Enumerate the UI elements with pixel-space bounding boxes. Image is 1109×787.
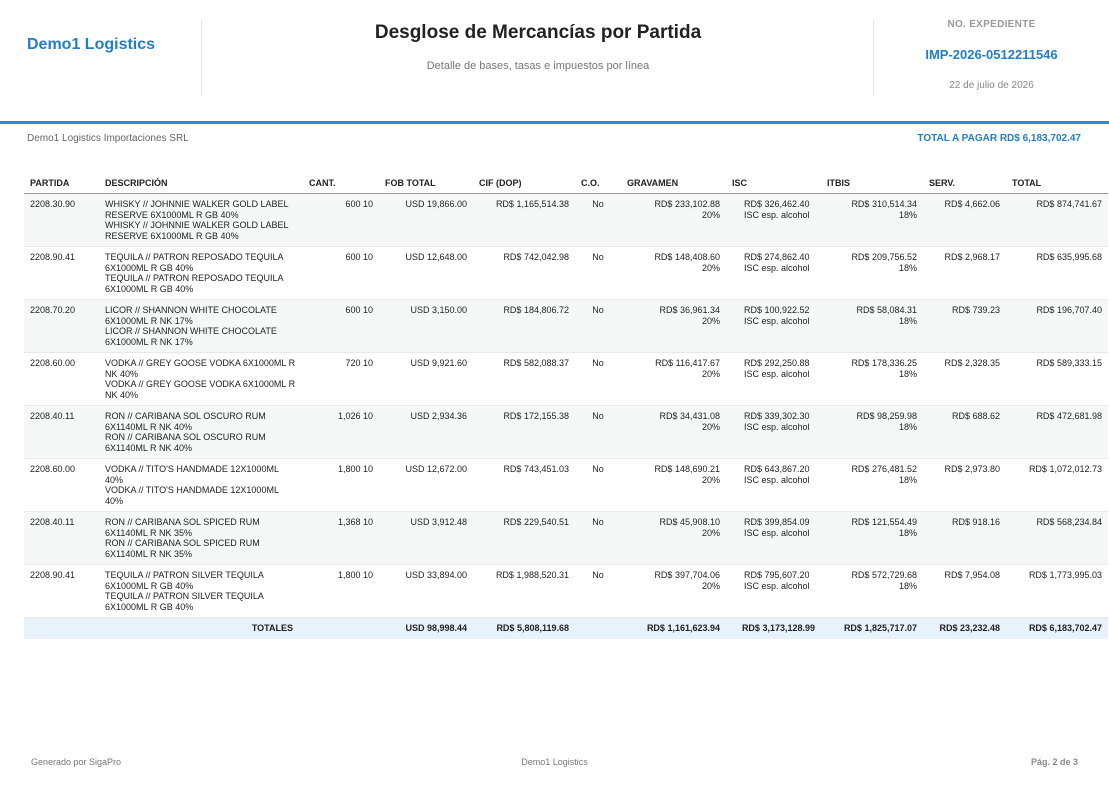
origin-cell bbox=[575, 565, 621, 618]
document-title: Desglose de Mercancías por Partida bbox=[374, 22, 702, 43]
itbis-cell-line: 18% bbox=[898, 474, 917, 485]
description-cell-line: TEQUILA // PATRON SILVER TEQUILA bbox=[105, 570, 264, 580]
document-date: 22 de julio de 2026 bbox=[949, 80, 1034, 91]
isc-cell-line: ISC esp. alcohol bbox=[744, 474, 810, 485]
isc-cell-line: ISC esp. alcohol bbox=[744, 262, 810, 273]
gravamen-cell-line: RD$ 148,408.60 bbox=[654, 252, 720, 262]
itbis-cell-line: 18% bbox=[898, 368, 917, 379]
description-cell-line: TEQUILA // PATRON REPOSADO TEQUILA bbox=[105, 252, 284, 262]
partida-cell-line: 2208.60.00 bbox=[30, 358, 76, 368]
gravamen-cell bbox=[621, 194, 726, 247]
isc-cell-line: RD$ 339,302.30 bbox=[744, 411, 810, 421]
table-row bbox=[24, 565, 1108, 618]
isc-cell-line: ISC esp. alcohol bbox=[744, 421, 810, 432]
fob-cell-line: USD 3,150.00 bbox=[410, 305, 467, 315]
service-cell-line: RD$ 2,328.35 bbox=[944, 358, 1000, 368]
gravamen-cell-line: RD$ 116,417.67 bbox=[655, 358, 720, 368]
itbis-cell-line: RD$ 572,729.68 bbox=[851, 570, 917, 580]
isc-cell-line: ISC esp. alcohol bbox=[744, 527, 810, 538]
quantity-cell bbox=[303, 300, 379, 353]
gravamen-cell-line: RD$ 45,908.10 bbox=[659, 517, 720, 527]
partida-cell bbox=[24, 194, 99, 247]
origin-cell bbox=[575, 406, 621, 459]
description-cell-line: TEQUILA // PATRON SILVER TEQUILA bbox=[105, 591, 264, 601]
isc-cell bbox=[726, 194, 821, 247]
column-header: ITBIS bbox=[821, 173, 923, 194]
quantity-cell-line: 600 10 bbox=[345, 199, 373, 209]
total-cell bbox=[1006, 247, 1108, 300]
partida-cell-line: 2208.30.90 bbox=[30, 199, 76, 209]
service-cell-line: RD$ 918.16 bbox=[951, 517, 1000, 527]
isc-cell-line: RD$ 292,250.88 bbox=[744, 358, 810, 368]
description-cell-line: 6X1140ML R NK 40% bbox=[105, 442, 193, 453]
origin-cell bbox=[575, 353, 621, 406]
total-to-pay: TOTAL A PAGAR RD$ 6,183,702.47 bbox=[917, 133, 1081, 144]
description-cell-line: 6X1000ML R GB 40% bbox=[105, 262, 194, 273]
isc-cell-line: ISC esp. alcohol bbox=[744, 209, 810, 220]
service-cell-line: RD$ 7,954.08 bbox=[944, 570, 1000, 580]
partida-cell-line: 2208.90.41 bbox=[30, 570, 76, 580]
gravamen-cell-line: 20% bbox=[701, 474, 720, 485]
cif-cell-line: RD$ 172,155.38 bbox=[503, 411, 569, 421]
header-rule bbox=[0, 121, 1109, 124]
description-cell-line: TEQUILA // PATRON REPOSADO TEQUILA bbox=[105, 273, 284, 283]
gravamen-cell-line: 20% bbox=[701, 368, 720, 379]
description-cell bbox=[99, 459, 303, 512]
gravamen-cell-line: 20% bbox=[701, 209, 720, 220]
itbis-cell-line: 18% bbox=[898, 262, 917, 273]
itbis-cell-line: 18% bbox=[898, 209, 917, 220]
cif-cell-line: RD$ 1,988,520.31 bbox=[495, 570, 569, 580]
gravamen-cell-line: 20% bbox=[701, 421, 720, 432]
description-cell-line: 6X1000ML R GB 40% bbox=[105, 580, 194, 591]
itbis-cell-line: 18% bbox=[898, 580, 917, 591]
gravamen-cell-line: 20% bbox=[701, 262, 720, 273]
isc-cell bbox=[726, 247, 821, 300]
total-cell-line: RD$ 1,072,012.73 bbox=[1028, 464, 1102, 474]
isc-cell-line: RD$ 643,867.20 bbox=[744, 464, 810, 474]
fob-cell-line: USD 12,672.00 bbox=[405, 464, 467, 474]
totals-row bbox=[24, 618, 1108, 639]
cif-cell bbox=[473, 194, 575, 247]
quantity-cell bbox=[303, 565, 379, 618]
total-cell-line: RD$ 568,234.84 bbox=[1036, 517, 1102, 527]
totals-cif: RD$ 5,808,119.68 bbox=[473, 618, 575, 639]
total-cell bbox=[1006, 353, 1108, 406]
description-cell bbox=[99, 406, 303, 459]
total-cell bbox=[1006, 459, 1108, 512]
gravamen-cell-line: 20% bbox=[701, 315, 720, 326]
description-cell-line: LICOR // SHANNON WHITE CHOCOLATE bbox=[105, 305, 277, 315]
document-header bbox=[0, 0, 1109, 122]
itbis-cell bbox=[821, 459, 923, 512]
totals-label: TOTALES bbox=[99, 618, 303, 639]
description-cell-line: RON // CARIBANA SOL OSCURO RUM bbox=[105, 432, 266, 442]
totals-fob: USD 98,998.44 bbox=[379, 618, 473, 639]
column-header: C.O. bbox=[575, 173, 621, 194]
service-cell bbox=[923, 353, 1006, 406]
isc-cell bbox=[726, 300, 821, 353]
table-row bbox=[24, 300, 1108, 353]
fob-cell-line: USD 33,894.00 bbox=[405, 570, 467, 580]
gravamen-cell-line: RD$ 397,704.06 bbox=[654, 570, 720, 580]
total-cell bbox=[1006, 406, 1108, 459]
fob-cell bbox=[379, 353, 473, 406]
column-header: CIF (DOP) bbox=[473, 173, 575, 194]
cif-cell-line: RD$ 582,088.37 bbox=[503, 358, 569, 368]
itbis-cell-line: RD$ 209,756.52 bbox=[851, 252, 917, 262]
partida-cell bbox=[24, 406, 99, 459]
partida-cell bbox=[24, 353, 99, 406]
total-cell-line: RD$ 472,681.98 bbox=[1036, 411, 1102, 421]
column-header: PARTIDA bbox=[24, 173, 99, 194]
description-cell-line: VODKA // TITO'S HANDMADE 12X1000ML 40% bbox=[105, 485, 279, 506]
isc-cell-line: RD$ 274,862.40 bbox=[744, 252, 810, 262]
cif-cell-line: RD$ 742,042.98 bbox=[503, 252, 569, 262]
service-cell bbox=[923, 512, 1006, 565]
isc-cell-line: RD$ 795,607.20 bbox=[744, 570, 810, 580]
description-cell-line: 6X1000ML R NK 17% bbox=[105, 336, 193, 347]
gravamen-cell-line: RD$ 233,102.88 bbox=[654, 199, 720, 209]
column-header: CANT. bbox=[303, 173, 379, 194]
service-cell-line: RD$ 4,662.06 bbox=[944, 199, 1000, 209]
service-cell bbox=[923, 565, 1006, 618]
column-header: DESCRIPCIÓN bbox=[99, 173, 303, 194]
column-header: TOTAL bbox=[1006, 173, 1108, 194]
total-cell bbox=[1006, 565, 1108, 618]
table-row bbox=[24, 512, 1108, 565]
totals-itbis: RD$ 1,825,717.07 bbox=[821, 618, 923, 639]
cif-cell bbox=[473, 353, 575, 406]
service-cell bbox=[923, 459, 1006, 512]
expediente-number: IMP-2026-0512211546 bbox=[925, 47, 1058, 62]
isc-cell-line: ISC esp. alcohol bbox=[744, 580, 810, 591]
itbis-cell-line: RD$ 310,514.34 bbox=[851, 199, 917, 209]
cif-cell bbox=[473, 406, 575, 459]
cif-cell-line: RD$ 229,540.51 bbox=[503, 517, 569, 527]
fob-cell bbox=[379, 194, 473, 247]
origin-cell bbox=[575, 247, 621, 300]
totals-isc: RD$ 3,173,128.99 bbox=[726, 618, 821, 639]
fob-cell bbox=[379, 406, 473, 459]
quantity-cell bbox=[303, 406, 379, 459]
isc-cell bbox=[726, 406, 821, 459]
description-cell-line: VODKA // GREY GOOSE VODKA 6X1000ML R bbox=[105, 358, 296, 368]
itbis-cell-line: RD$ 178,336.25 bbox=[851, 358, 917, 368]
itbis-cell bbox=[821, 247, 923, 300]
total-cell bbox=[1006, 512, 1108, 565]
gravamen-cell bbox=[621, 565, 726, 618]
cif-cell-line: RD$ 743,451.03 bbox=[503, 464, 569, 474]
service-cell-line: RD$ 2,973.80 bbox=[944, 464, 1000, 474]
isc-cell bbox=[726, 512, 821, 565]
brand-name: Demo1 Logistics bbox=[27, 36, 156, 53]
table-row bbox=[24, 247, 1108, 300]
totals-serv: RD$ 23,232.48 bbox=[923, 618, 1006, 639]
partida-cell-line: 2208.60.00 bbox=[30, 464, 76, 474]
quantity-cell-line: 600 10 bbox=[345, 305, 373, 315]
table-row bbox=[24, 459, 1108, 512]
service-cell-line: RD$ 688.62 bbox=[951, 411, 1000, 421]
fob-cell-line: USD 19,866.00 bbox=[405, 199, 467, 209]
origin-cell bbox=[575, 194, 621, 247]
quantity-cell-line: 1,800 10 bbox=[337, 570, 373, 580]
gravamen-cell bbox=[621, 459, 726, 512]
total-cell-line: RD$ 874,741.67 bbox=[1036, 199, 1102, 209]
fob-cell-line: USD 9,921.60 bbox=[410, 358, 467, 368]
partida-cell-line: 2208.70.20 bbox=[30, 305, 76, 315]
description-cell-line: VODKA // GREY GOOSE VODKA 6X1000ML R bbox=[105, 379, 296, 389]
description-cell-line: VODKA // TITO'S HANDMADE 12X1000ML 40% bbox=[105, 464, 279, 485]
description-cell-line: NK 40% bbox=[105, 368, 139, 379]
gravamen-cell-line: RD$ 36,961.34 bbox=[659, 305, 720, 315]
itbis-cell-line: RD$ 98,259.98 bbox=[856, 411, 917, 421]
description-cell-line: 6X1000ML R GB 40% bbox=[105, 601, 194, 612]
merchandise-table bbox=[24, 173, 1108, 639]
total-cell-line: RD$ 635,995.68 bbox=[1036, 252, 1102, 262]
description-cell-line: RON // CARIBANA SOL SPICED RUM bbox=[105, 538, 260, 548]
fob-cell bbox=[379, 565, 473, 618]
description-cell-line: RESERVE 6X1000ML R GB 40% bbox=[105, 209, 239, 220]
origin-cell-line: No bbox=[592, 252, 604, 262]
gravamen-cell bbox=[621, 512, 726, 565]
origin-cell bbox=[575, 300, 621, 353]
itbis-cell-line: 18% bbox=[898, 527, 917, 538]
quantity-cell-line: 600 10 bbox=[345, 252, 373, 262]
isc-cell bbox=[726, 353, 821, 406]
table-header-row bbox=[24, 173, 1108, 194]
isc-cell-line: RD$ 399,854.09 bbox=[744, 517, 810, 527]
origin-cell bbox=[575, 459, 621, 512]
total-cell-line: RD$ 1,773,995.03 bbox=[1028, 570, 1102, 580]
quantity-cell-line: 1,800 10 bbox=[337, 464, 373, 474]
description-cell bbox=[99, 300, 303, 353]
total-cell-line: RD$ 196,707.40 bbox=[1036, 305, 1102, 315]
gravamen-cell bbox=[621, 353, 726, 406]
origin-cell-line: No bbox=[592, 464, 604, 474]
origin-cell-line: No bbox=[592, 411, 604, 421]
gravamen-cell bbox=[621, 300, 726, 353]
fob-cell bbox=[379, 459, 473, 512]
origin-cell-line: No bbox=[592, 358, 604, 368]
quantity-cell bbox=[303, 353, 379, 406]
document-subtitle: Detalle de bases, tasas e impuestos por línea bbox=[426, 60, 650, 72]
description-cell bbox=[99, 247, 303, 300]
itbis-cell bbox=[821, 512, 923, 565]
footer-company: Demo1 Logistics bbox=[521, 757, 588, 767]
column-header: SERV. bbox=[923, 173, 1006, 194]
gravamen-cell-line: 20% bbox=[701, 580, 720, 591]
expediente-label: NO. EXPEDIENTE bbox=[947, 19, 1036, 30]
partida-cell-line: 2208.90.41 bbox=[30, 252, 76, 262]
gravamen-cell bbox=[621, 247, 726, 300]
isc-cell bbox=[726, 459, 821, 512]
quantity-cell bbox=[303, 247, 379, 300]
total-cell bbox=[1006, 300, 1108, 353]
service-cell bbox=[923, 406, 1006, 459]
description-cell-line: WHISKY // JOHNNIE WALKER GOLD LABEL bbox=[105, 199, 289, 209]
quantity-cell-line: 1,368 10 bbox=[337, 517, 373, 527]
isc-cell bbox=[726, 565, 821, 618]
description-cell-line: 6X1140ML R NK 35% bbox=[105, 548, 193, 559]
isc-cell-line: RD$ 326,462.40 bbox=[744, 199, 810, 209]
description-cell-line: 6X1140ML R NK 35% bbox=[105, 527, 193, 538]
partida-cell bbox=[24, 565, 99, 618]
totals-total: RD$ 6,183,702.47 bbox=[1006, 618, 1108, 639]
itbis-cell-line: 18% bbox=[898, 315, 917, 326]
itbis-cell bbox=[821, 194, 923, 247]
gravamen-cell-line: 20% bbox=[701, 527, 720, 538]
description-cell bbox=[99, 194, 303, 247]
description-cell-line: RON // CARIBANA SOL OSCURO RUM bbox=[105, 411, 266, 421]
page-number: Pág. 2 de 3 bbox=[1030, 757, 1078, 767]
footer-generator: Generado por SigaPro bbox=[31, 757, 122, 767]
origin-cell-line: No bbox=[592, 305, 604, 315]
cif-cell bbox=[473, 247, 575, 300]
total-cell-line: RD$ 589,333.15 bbox=[1036, 358, 1102, 368]
origin-cell-line: No bbox=[592, 517, 604, 527]
description-cell bbox=[99, 565, 303, 618]
quantity-cell-line: 1,026 10 bbox=[337, 411, 373, 421]
service-cell bbox=[923, 194, 1006, 247]
quantity-cell bbox=[303, 512, 379, 565]
partida-cell-line: 2208.40.11 bbox=[30, 411, 75, 421]
description-cell-line: RESERVE 6X1000ML R GB 40% bbox=[105, 230, 239, 241]
fob-cell bbox=[379, 512, 473, 565]
partida-cell-line: 2208.40.11 bbox=[30, 517, 75, 527]
partida-cell bbox=[24, 247, 99, 300]
partida-cell bbox=[24, 459, 99, 512]
itbis-cell bbox=[821, 300, 923, 353]
fob-cell bbox=[379, 247, 473, 300]
isc-cell-line: ISC esp. alcohol bbox=[744, 315, 810, 326]
service-cell bbox=[923, 300, 1006, 353]
gravamen-cell-line: RD$ 34,431.08 bbox=[659, 411, 720, 421]
description-cell-line: 6X1000ML R NK 17% bbox=[105, 315, 193, 326]
itbis-cell-line: RD$ 58,084.31 bbox=[856, 305, 917, 315]
total-cell bbox=[1006, 194, 1108, 247]
description-cell-line: LICOR // SHANNON WHITE CHOCOLATE bbox=[105, 326, 277, 336]
description-cell-line: 6X1000ML R GB 40% bbox=[105, 283, 194, 294]
description-cell-line: 6X1140ML R NK 40% bbox=[105, 421, 193, 432]
itbis-cell bbox=[821, 406, 923, 459]
itbis-cell-line: RD$ 121,554.49 bbox=[851, 517, 917, 527]
itbis-cell-line: 18% bbox=[898, 421, 917, 432]
service-cell-line: RD$ 739.23 bbox=[951, 305, 1000, 315]
isc-cell-line: RD$ 100,922.52 bbox=[744, 305, 810, 315]
column-header: GRAVAMEN bbox=[621, 173, 726, 194]
cif-cell bbox=[473, 459, 575, 512]
cif-cell-line: RD$ 184,806.72 bbox=[503, 305, 569, 315]
description-cell bbox=[99, 353, 303, 406]
table-row bbox=[24, 194, 1108, 247]
cif-cell bbox=[473, 512, 575, 565]
itbis-cell bbox=[821, 565, 923, 618]
description-cell bbox=[99, 512, 303, 565]
origin-cell-line: No bbox=[592, 199, 604, 209]
description-cell-line: NK 40% bbox=[105, 389, 139, 400]
table-row bbox=[24, 406, 1108, 459]
fob-cell-line: USD 3,912.48 bbox=[410, 517, 467, 527]
quantity-cell bbox=[303, 194, 379, 247]
fob-cell-line: USD 2,934.36 bbox=[410, 411, 467, 421]
totals-gravamen: RD$ 1,161,623.94 bbox=[621, 618, 726, 639]
column-header: FOB TOTAL bbox=[379, 173, 473, 194]
company-name: Demo1 Logistics Importaciones SRL bbox=[27, 133, 189, 144]
service-cell bbox=[923, 247, 1006, 300]
table-row bbox=[24, 353, 1108, 406]
isc-cell-line: ISC esp. alcohol bbox=[744, 368, 810, 379]
column-header: ISC bbox=[726, 173, 821, 194]
cif-cell bbox=[473, 565, 575, 618]
quantity-cell-line: 720 10 bbox=[345, 358, 373, 368]
origin-cell bbox=[575, 512, 621, 565]
description-cell-line: RON // CARIBANA SOL SPICED RUM bbox=[105, 517, 260, 527]
itbis-cell bbox=[821, 353, 923, 406]
partida-cell bbox=[24, 512, 99, 565]
fob-cell-line: USD 12,648.00 bbox=[405, 252, 467, 262]
fob-cell bbox=[379, 300, 473, 353]
cif-cell-line: RD$ 1,165,514.38 bbox=[495, 199, 569, 209]
gravamen-cell bbox=[621, 406, 726, 459]
description-cell-line: WHISKY // JOHNNIE WALKER GOLD LABEL bbox=[105, 220, 289, 230]
partida-cell bbox=[24, 300, 99, 353]
gravamen-cell-line: RD$ 148,690.21 bbox=[654, 464, 720, 474]
quantity-cell bbox=[303, 459, 379, 512]
itbis-cell-line: RD$ 276,481.52 bbox=[851, 464, 917, 474]
service-cell-line: RD$ 2,968.17 bbox=[944, 252, 1000, 262]
origin-cell-line: No bbox=[592, 570, 604, 580]
cif-cell bbox=[473, 300, 575, 353]
